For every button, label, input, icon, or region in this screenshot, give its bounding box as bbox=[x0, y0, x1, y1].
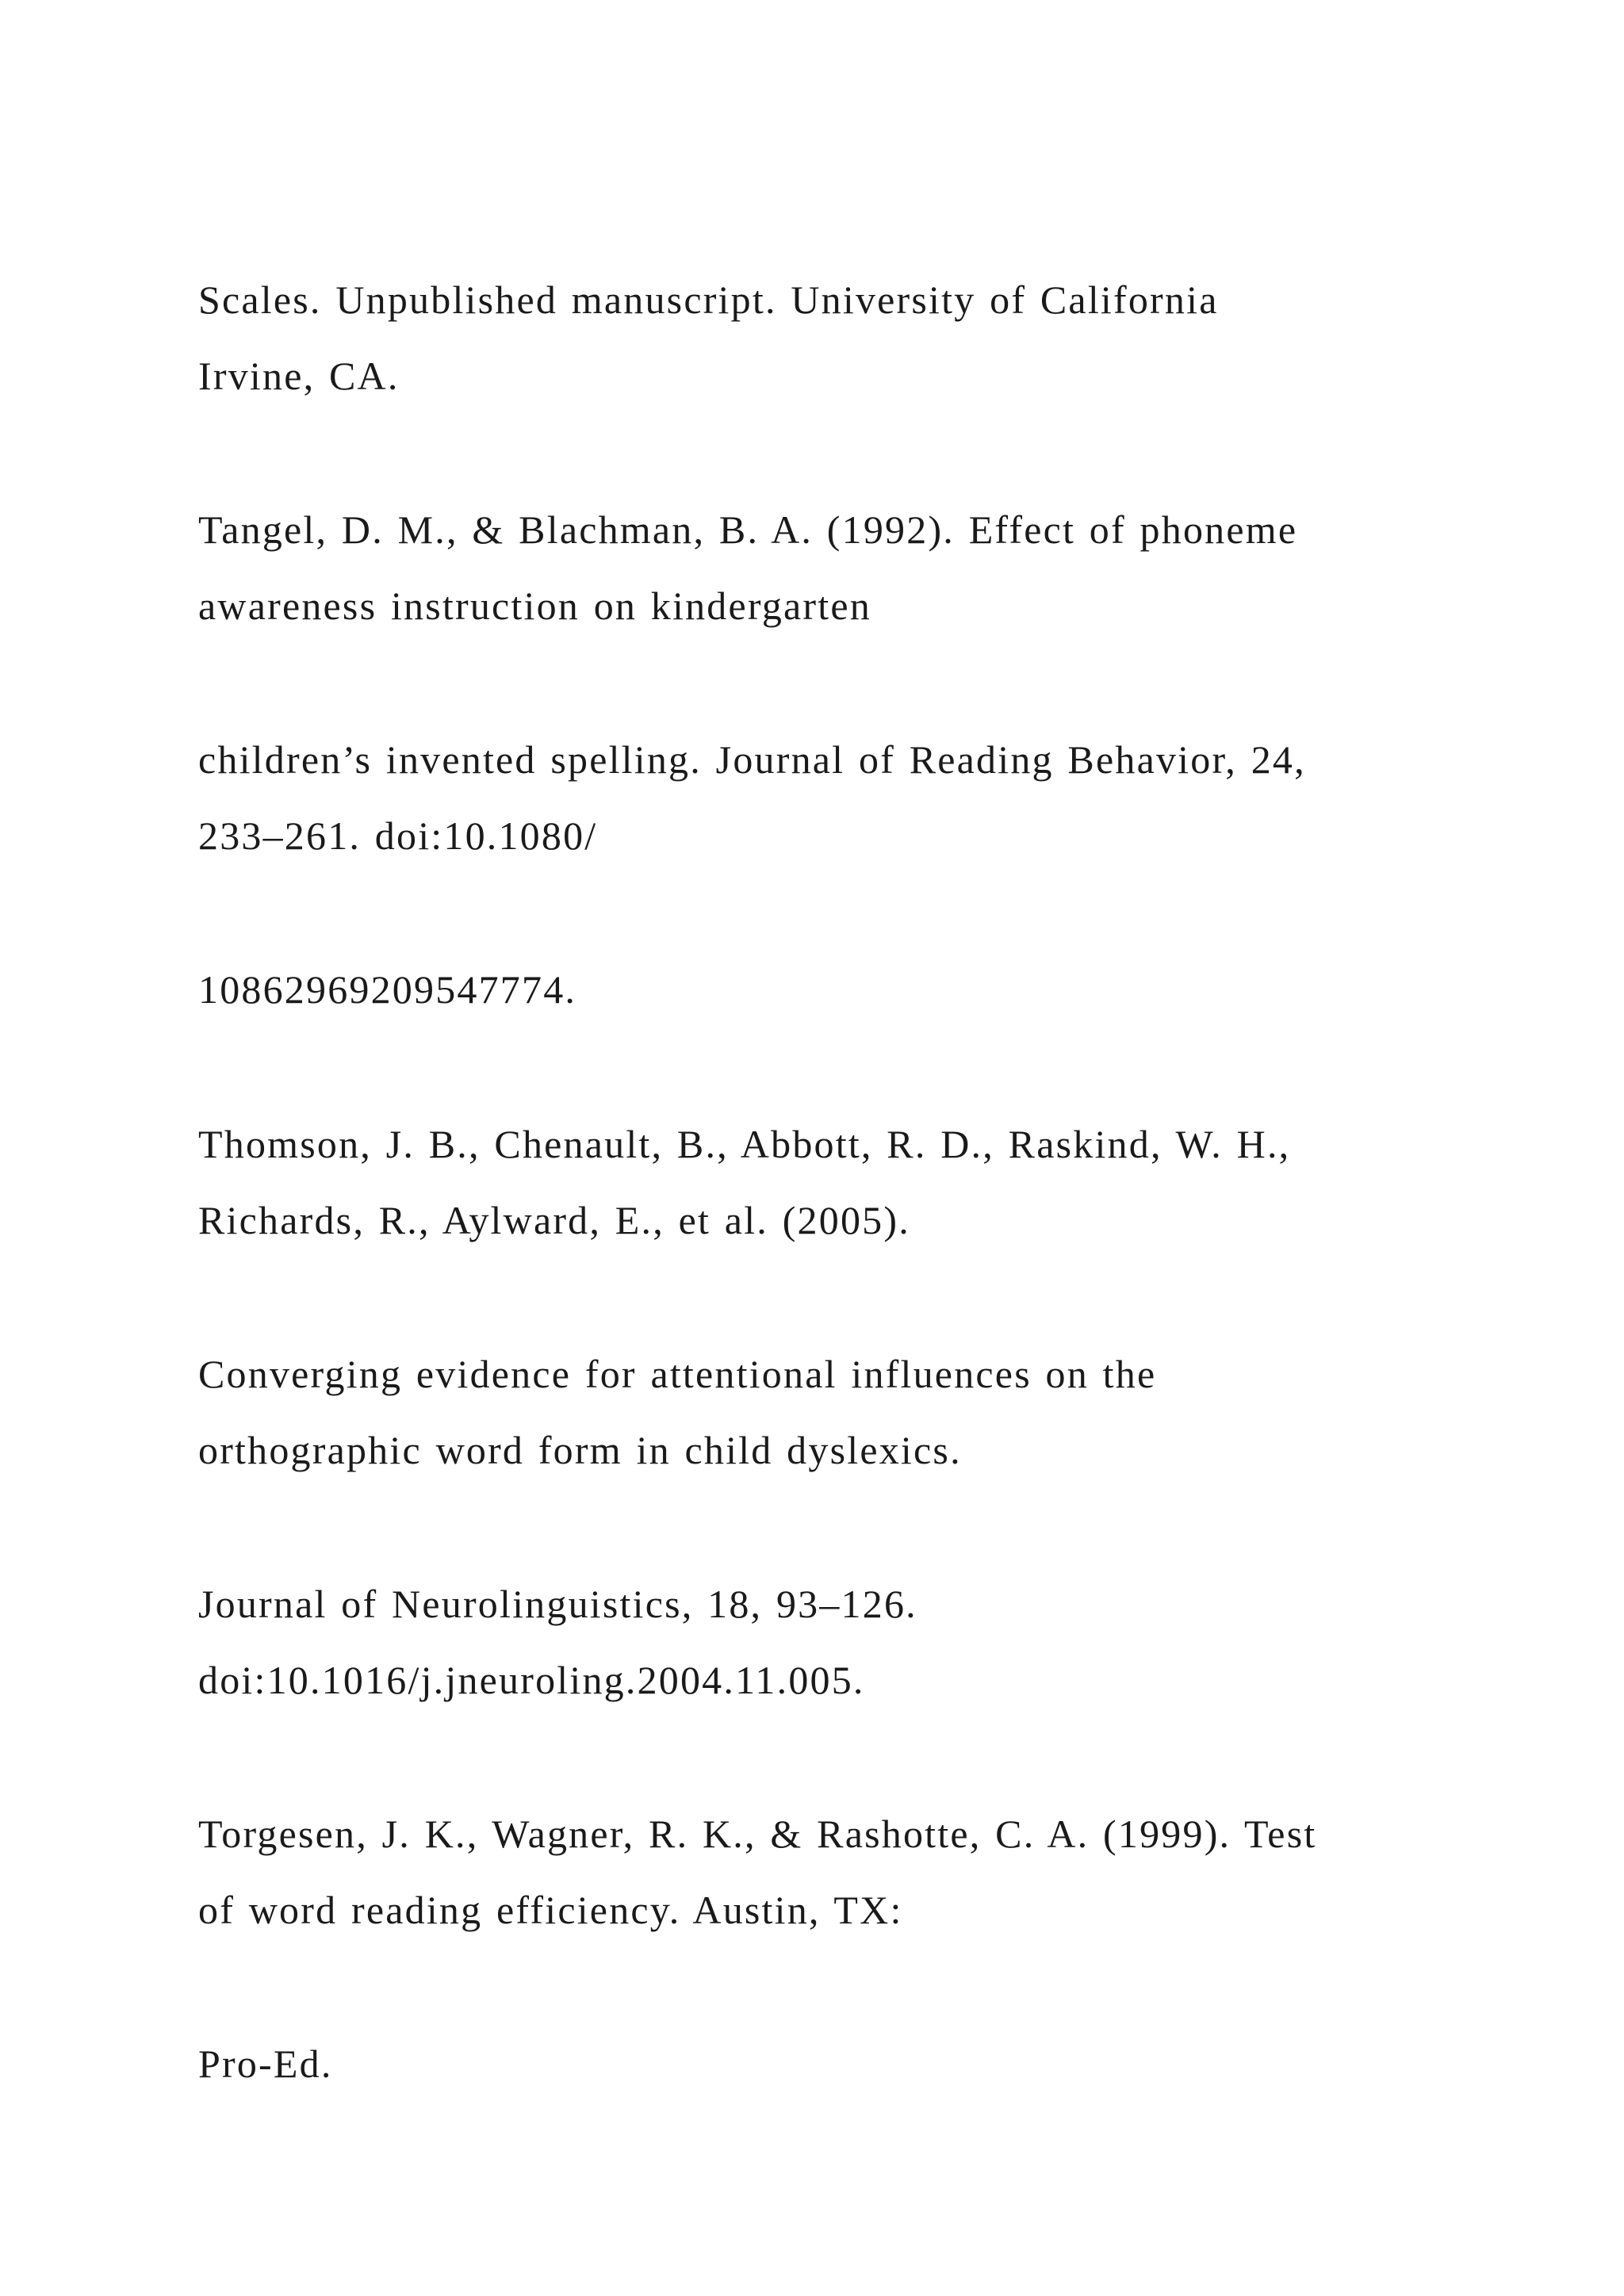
reference-paragraph bbox=[198, 721, 1306, 874]
reference-paragraph bbox=[198, 1566, 917, 1718]
text-line: Torgesen, J. K., Wagner, R. K., & Rashotte, C. A. (1999). Test bbox=[198, 1812, 1317, 1856]
text-line: Irvine, CA. bbox=[198, 354, 400, 398]
reference-paragraph bbox=[198, 1336, 1156, 1488]
reference-paragraph bbox=[198, 1106, 1290, 1258]
text-line: Thomson, J. B., Chenault, B., Abbott, R. D., Raskind, W. H., bbox=[198, 1122, 1291, 1166]
text-line: Tangel, D. M., & Blachman, B. A. (1992). Effect of phoneme bbox=[198, 507, 1298, 552]
text-line: 233–261. doi:10.1080/ bbox=[198, 813, 598, 858]
reference-paragraph bbox=[198, 262, 1219, 414]
text-line: 10862969209547774. bbox=[198, 967, 577, 1012]
text-line: of word reading efficiency. Austin, TX: bbox=[198, 1888, 903, 1932]
text-line: awareness instruction on kindergarten bbox=[198, 584, 871, 628]
text-line: orthographic word form in child dyslexics. bbox=[198, 1428, 962, 1472]
reference-paragraph bbox=[198, 1796, 1316, 1948]
text-line: Pro-Ed. bbox=[198, 2042, 333, 2086]
reference-paragraph bbox=[198, 2026, 333, 2102]
text-line: Converging evidence for attentional influences on the bbox=[198, 1352, 1157, 1396]
reference-paragraph bbox=[198, 492, 1297, 644]
text-line: Journal of Neurolinguistics, 18, 93–126. bbox=[198, 1582, 917, 1626]
text-line: doi:10.1016/j.jneuroling.2004.11.005. bbox=[198, 1658, 865, 1702]
text-line: children’s invented spelling. Journal of Reading Behavior, 24, bbox=[198, 737, 1306, 782]
text-line: Scales. Unpublished manuscript. University of California bbox=[198, 277, 1219, 322]
text-line: Richards, R., Aylward, E., et al. (2005). bbox=[198, 1198, 910, 1242]
reference-paragraph bbox=[198, 951, 576, 1027]
